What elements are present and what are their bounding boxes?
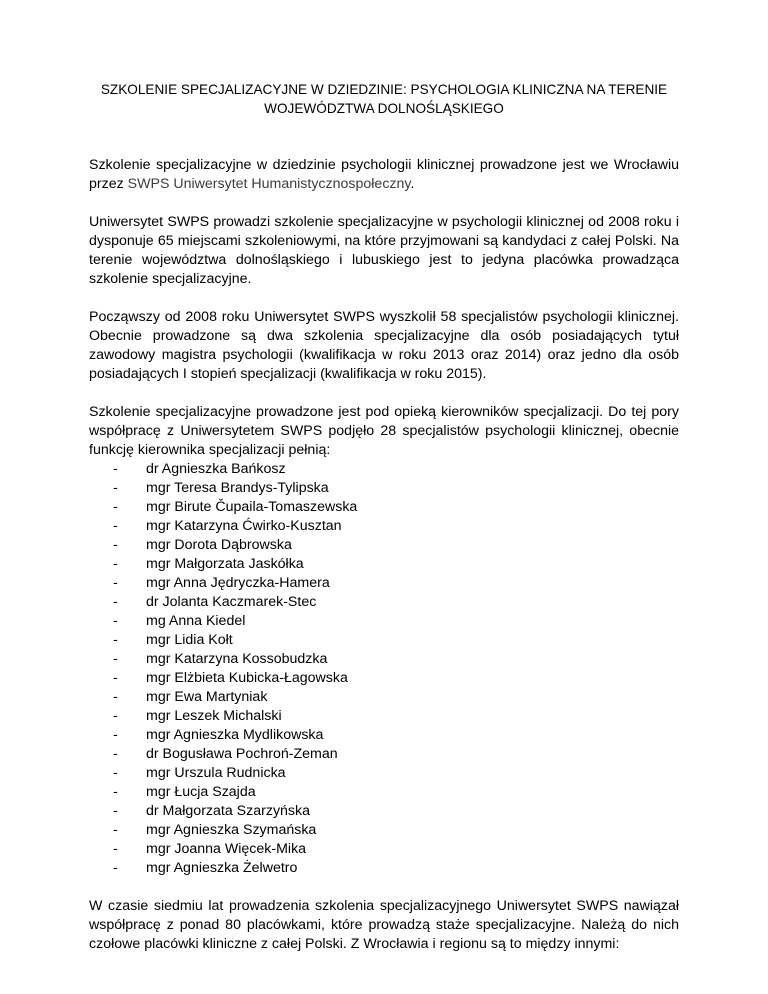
list-dash-marker: -	[113, 594, 118, 610]
specialist-name: mgr Elżbieta Kubicka-Łagowska	[146, 670, 348, 686]
specialist-name: mgr Birute Čupaila-Tomaszewska	[146, 499, 358, 515]
list-dash-marker: -	[113, 860, 118, 876]
specialist-name: mgr Agnieszka Szymańska	[146, 822, 317, 838]
specialist-item	[89, 631, 679, 650]
specialist-name: mgr Joanna Więcek-Mika	[146, 841, 307, 857]
specialist-name: mgr Lidia Kołt	[146, 632, 233, 648]
list-dash-marker: -	[113, 613, 118, 629]
list-dash-marker: -	[113, 765, 118, 781]
list-dash-marker: -	[113, 841, 118, 857]
specialist-item	[89, 688, 679, 707]
document-content	[89, 80, 679, 954]
specialist-item	[89, 707, 679, 726]
specialists-list	[89, 460, 679, 878]
list-dash-marker: -	[113, 727, 118, 743]
list-dash-marker: -	[113, 651, 118, 667]
specialist-name: mgr Ewa Martyniak	[146, 689, 268, 705]
specialist-item	[89, 802, 679, 821]
list-dash-marker: -	[113, 575, 118, 591]
specialist-item	[89, 783, 679, 802]
specialist-name: mgr Łucja Szajda	[146, 784, 256, 800]
specialist-name: dr Agnieszka Bańkosz	[146, 461, 286, 477]
specialist-name: mgr Leszek Michalski	[146, 708, 282, 724]
specialist-item	[89, 821, 679, 840]
list-dash-marker: -	[113, 803, 118, 819]
title-line-1: SZKOLENIE SPECJALIZACYJNE W DZIEDZINIE: PSYCHOLOGIA KLINICZNA NA TERENIE	[100, 82, 668, 97]
paragraph-cooperation: W czasie siedmiu lat prowadzenia szkolenia specjalizacyjnego Uniwersytet SWPS nawiązał współpracę z ponad 80 placówkami, które prowadzą staże specjalizacyjne. Należą do nich czołowe placówki kliniczne z całej Polski. Z Wrocławia i regionu są to między innymi:	[89, 898, 679, 952]
list-dash-marker: -	[113, 746, 118, 762]
specialist-name: mgr Dorota Dąbrowska	[146, 537, 292, 553]
list-dash-marker: -	[113, 689, 118, 705]
list-dash-marker: -	[113, 670, 118, 686]
paragraph-graduates: Począwszy od 2008 roku Uniwersytet SWPS wyszkolił 58 specjalistów psychologii klinicznej. Obecnie prowadzone są dwa szkolenia specjalizacyjne dla osób posiadających tytuł zawodowy magistra psychologii (kwalifikacja w roku 2013 oraz 2014) oraz jedno dla osób posiadających I stopień specjalizacji (kwalifikacja w roku 2015).	[89, 309, 679, 382]
specialist-item	[89, 593, 679, 612]
specialist-name: mgr Urszula Rudnicka	[146, 765, 286, 781]
list-dash-marker: -	[113, 537, 118, 553]
specialist-item	[89, 460, 679, 479]
list-dash-marker: -	[113, 461, 118, 477]
specialist-name: dr Bogusława Pochroń-Zeman	[146, 746, 338, 762]
document-title	[89, 80, 679, 118]
specialist-name: mg Anna Kiedel	[146, 613, 246, 629]
paragraph-supervisors: Szkolenie specjalizacyjne prowadzone jest pod opieką kierowników specjalizacji. Do tej pory współpracę z Uniwersytetem SWPS podjęło 28 specjalistów psychologii klinicznej, obecnie funkcję kierownika specjalizacji pełnią:	[89, 404, 679, 458]
specialist-name: mgr Katarzyna Ćwirko-Kusztan	[146, 518, 342, 534]
specialist-item	[89, 840, 679, 859]
list-dash-marker: -	[113, 518, 118, 534]
specialist-name: mgr Anna Jędryczka-Hamera	[146, 575, 330, 591]
specialist-item	[89, 555, 679, 574]
list-dash-marker: -	[113, 822, 118, 838]
list-dash-marker: -	[113, 556, 118, 572]
specialist-item	[89, 669, 679, 688]
specialist-item	[89, 764, 679, 783]
swps-university-link[interactable]: SWPS Uniwersytet Humanistycznospołeczny	[127, 176, 411, 192]
list-dash-marker: -	[113, 708, 118, 724]
specialist-name: mgr Teresa Brandys-Tylipska	[146, 480, 329, 496]
specialist-name: dr Jolanta Kaczmarek-Stec	[146, 594, 317, 610]
paragraph-swps-training: Uniwersytet SWPS prowadzi szkolenie specjalizacyjne w psychologii klinicznej od 2008 roku i dysponuje 65 miejscami szkoleniowymi, na które przyjmowani są kandydaci z całej Polski. Na terenie województwa dolnośląskiego i lubuskiego jest to jedyna placówka prowadząca szkolenie specjalizacyjne.	[89, 214, 679, 287]
specialist-item	[89, 726, 679, 745]
specialist-item	[89, 745, 679, 764]
specialist-item	[89, 612, 679, 631]
paragraph-intro	[89, 156, 679, 194]
specialist-item	[89, 498, 679, 517]
specialist-name: mgr Małgorzata Jaskółka	[146, 556, 304, 572]
specialist-item	[89, 650, 679, 669]
specialist-item	[89, 479, 679, 498]
specialist-name: mgr Agnieszka Mydlikowska	[146, 727, 324, 743]
specialist-item	[89, 517, 679, 536]
paragraph-intro-text: Szkolenie specjalizacyjne w dziedzinie psychologii klinicznej prowadzone jest we Wrocławiu przez	[89, 157, 679, 192]
specialist-name: mgr Agnieszka Żelwetro	[146, 860, 298, 876]
list-dash-marker: -	[113, 784, 118, 800]
list-dash-marker: -	[113, 480, 118, 496]
specialist-item	[89, 536, 679, 555]
specialist-name: dr Małgorzata Szarzyńska	[146, 803, 311, 819]
title-line-2: WOJEWÓDZTWA DOLNOŚLĄSKIEGO	[264, 101, 504, 116]
list-dash-marker: -	[113, 632, 118, 648]
specialist-item	[89, 574, 679, 593]
specialist-item	[89, 859, 679, 878]
paragraph-intro-end: .	[410, 176, 415, 192]
specialist-name: mgr Katarzyna Kossobudzka	[146, 651, 328, 667]
list-dash-marker: -	[113, 499, 118, 515]
